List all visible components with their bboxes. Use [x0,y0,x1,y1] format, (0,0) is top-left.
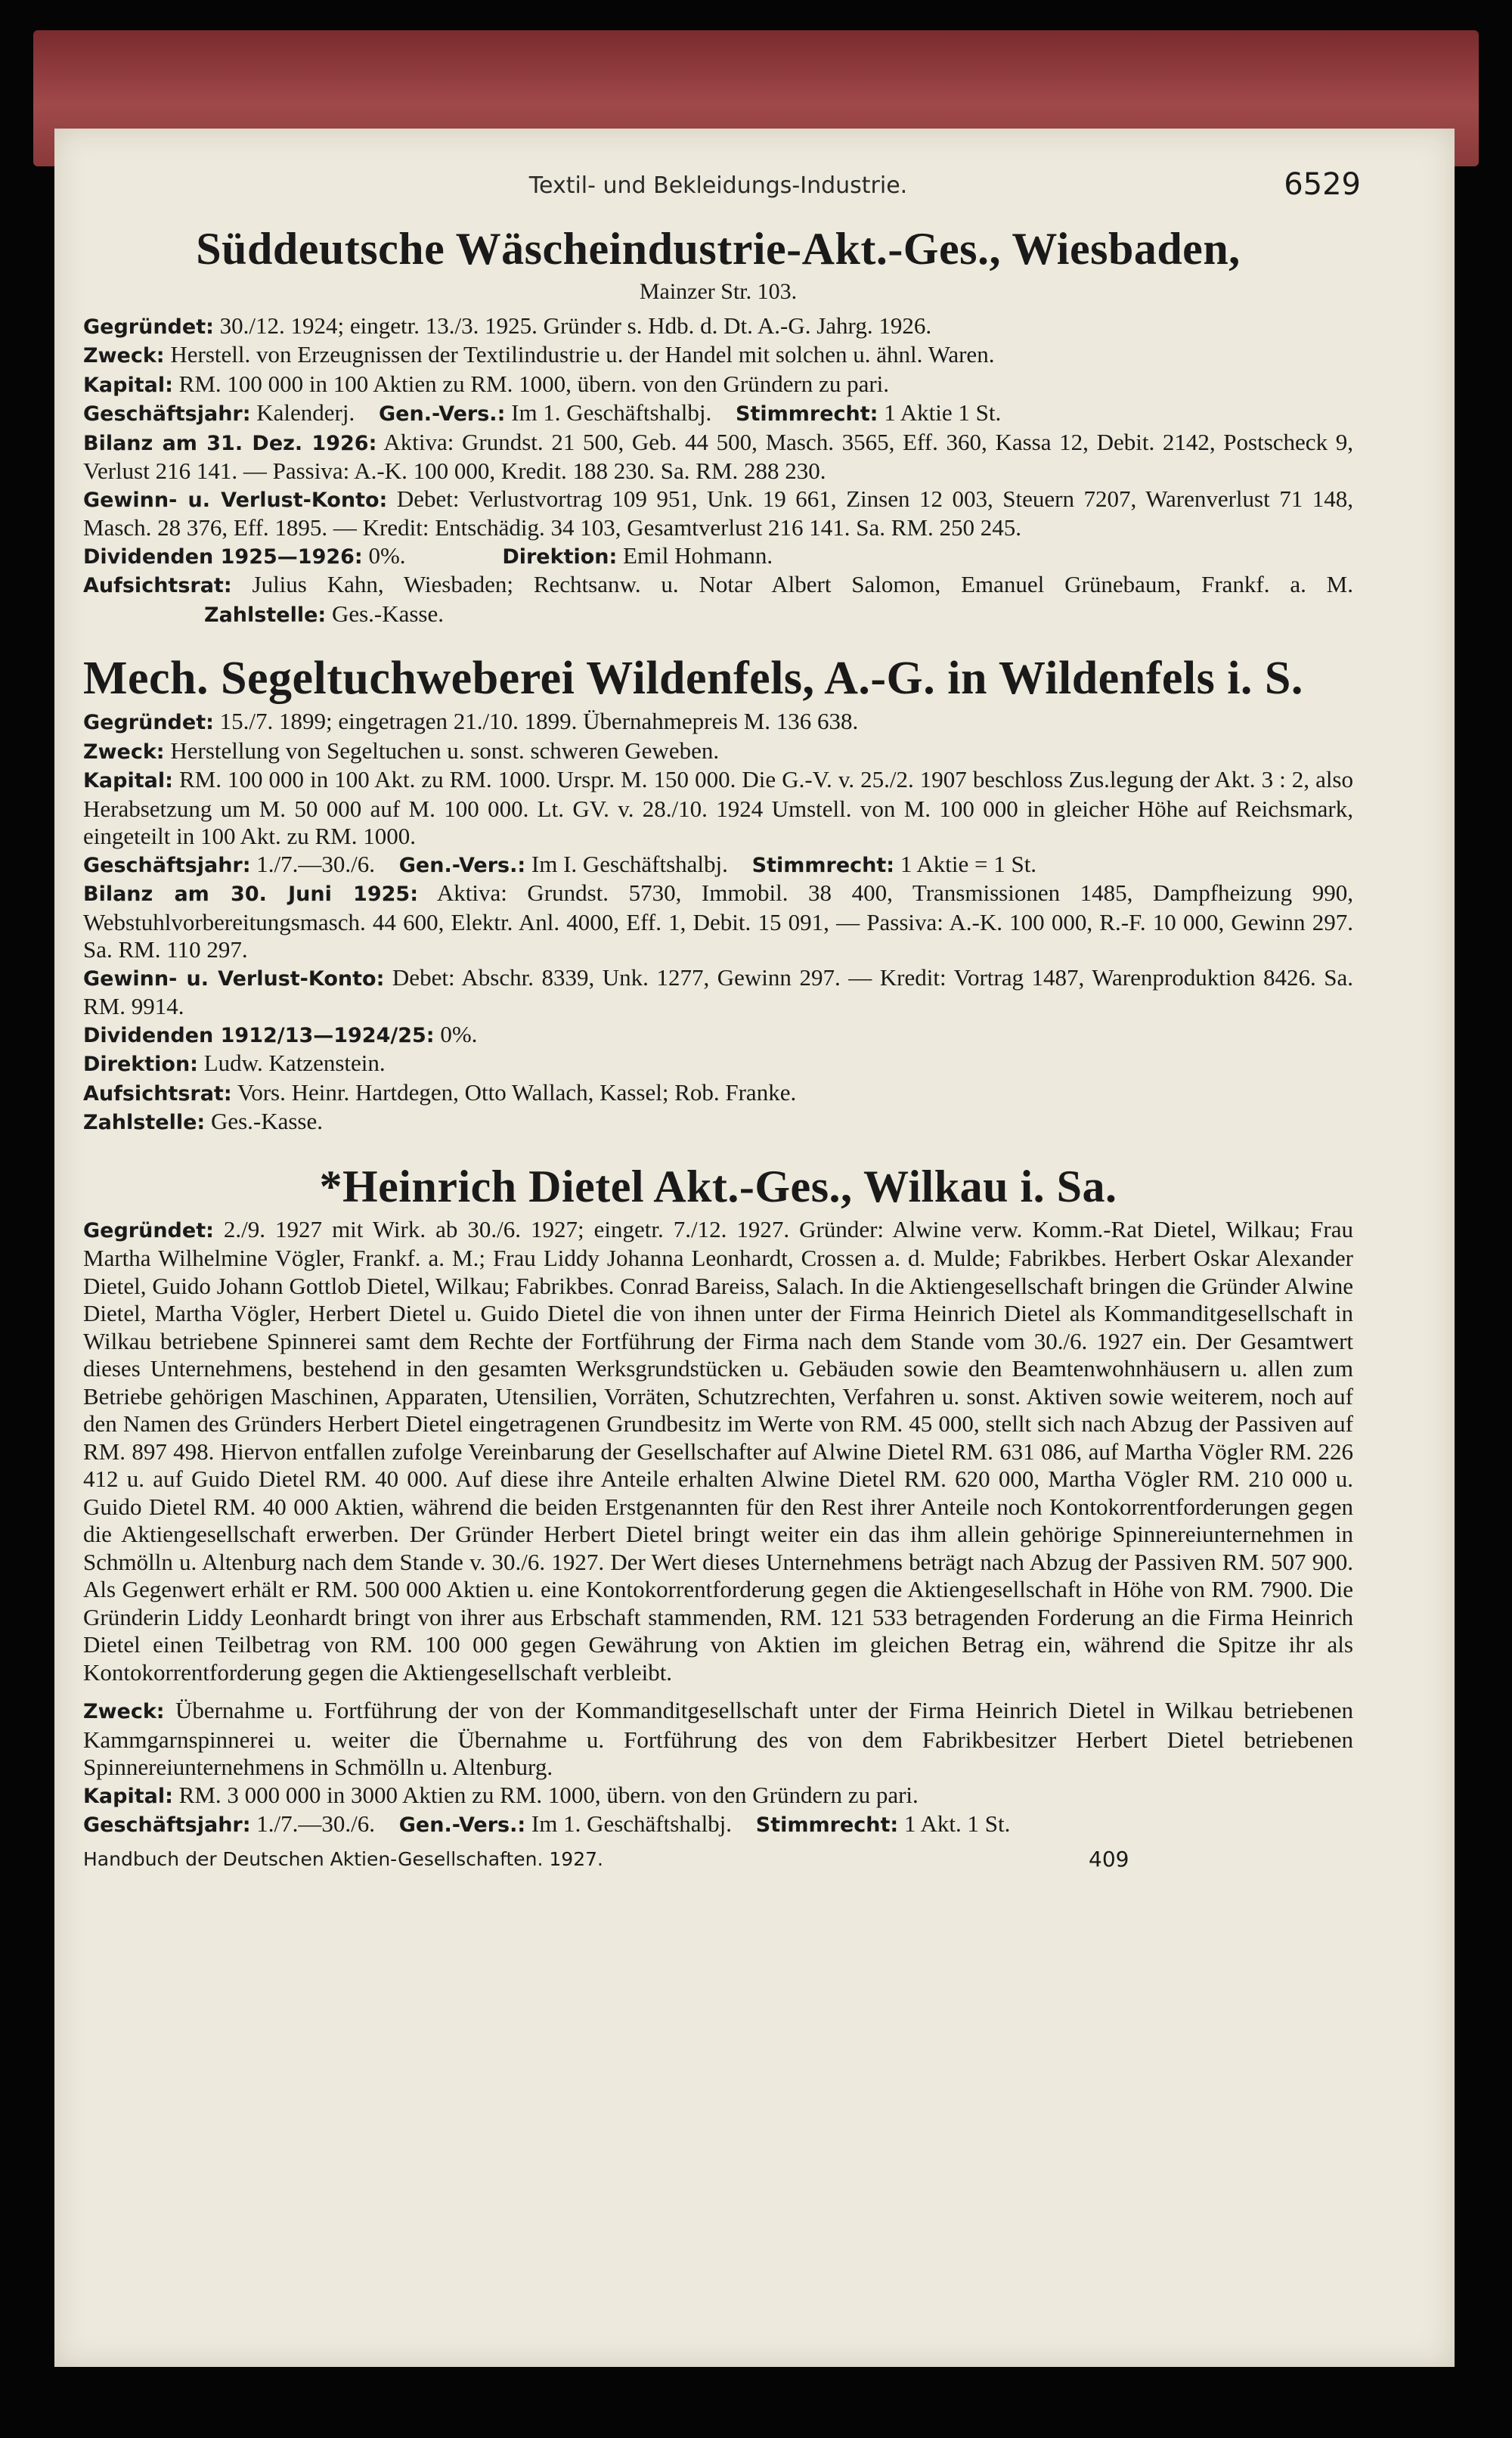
field-label: Geschäftsjahr: [83,853,251,877]
field-zweck [83,1697,1353,1782]
field-geschaeftsjahr [83,851,1353,880]
field-label: Aufsichtsrat: [83,1081,232,1106]
field-label: Zweck: [83,344,165,368]
field-text: Julius Kahn, Wiesbaden; Rechtsanw. u. Notar Albert Salomon, Emanuel Grünebaum, Frankf. a. M. [252,571,1353,597]
field-gegruendet [83,312,1353,342]
field-text: 2./9. 1927 mit Wirk. ab 30./6. 1927; eingetr. 7./12. 1927. Gründer: Alwine verw. Komm.-Rat Dietel, Wilkau; Frau Martha Wilhelmine Vögler, Frankf. a. M.; Frau Liddy Johanna Leonhardt, Crossen a. d. Mulde; Fabrikbes. Herbert Oskar Alexander Dietel, Guido Johann Gottlob Dietel, Wilkau; Fabrikbes. Conrad Bareiss, Salach. In die Aktiengesellschaft bringen die Gründer Alwine Dietel, Martha Vögler, Herbert Dietel u. Guido Dietel die von ihnen unter der Firma Heinrich Dietel als Kommanditgesellschaft in Wilkau betriebene Spinnerei samt dem Rechte der Fortführung der Firma nach dem Stande vom 30./6. 1927 ein. Der Gesamtwert dieses Unternehmens, bestehend in den gesamten Werksgrundstücken u. Gebäuden sowie den Beamtenwohnhäusern u. allen zum Betriebe gehörigen Maschinen, Apparaten, Utensilien, Vorräten, Schutzrechten, Verfahren u. sonst. Aktiven sowie weiterem, noch auf den Namen des Gründers Herbert Dietel eingetragenen Grundbesitz im Werte von RM. 45 000, stellt sich nach Abzug der Passiven auf RM. 897 498. Hiervon entfallen zufolge Vereinbarung der Gesellschafter auf Alwine Dietel RM. 631 086, auf Martha Vögler RM. 226 412 u. auf Guido Dietel RM. 40 000. Auf diese ihre Anteile erhalten Alwine Dietel RM. 620 000, Martha Vögler RM. 210 000 u. Guido Dietel RM. 40 000 Aktien, während die beiden Erstgenannten für den Rest ihrer Anteile noch Kontokorrentforderungen gegen die Aktiengesellschaft erwerben. Der Gründer Herbert Dietel bringt weiter ein das ihm allein gehörige Spinnereiunternehmen in Schmölln u. Altenburg nach dem Stande v. 30./6. 1927. Der Wert dieses Unternehmens beträgt nach Abzug der Passiven RM. 507 900. Als Gegenwert erhält er RM. 500 000 Aktien u. eine Kontokorrentforderung gegen die Aktiengesellschaft in Höhe von RM. 7900. Die Gründerin Liddy Leonhardt bringt von ihrer aus Erbschaft stammenden, RM. 121 533 betragenden Forderung an die Firma Heinrich Dietel einen Teilbetrag von RM. 100 000 gegen Gewährung von Aktien im gleichen Betrag ein, während die Spitze ihr als Kontokorrentforderung gegen die Aktiengesellschaft verbleibt. [83,1215,1353,1686]
field-label: Aufsichtsrat: [83,574,232,597]
field-text: Emil Hohmann. [623,541,773,569]
field-text: Debet: Abschr. 8339, Unk. 1277, Gewinn 297. — Kredit: Vortrag 1487, Warenproduktion 8426. Sa. RM. 9914. [83,963,1354,1019]
field-aufsichtsrat [83,1079,1353,1109]
field-label: Bilanz am 31. Dez. 1926: [83,431,377,455]
field-label: Stimmrecht: [736,402,878,426]
field-label: Gegründet: [83,1218,214,1242]
field-aufsichtsrat [83,571,1353,629]
field-text: Herstell. von Erzeugnissen der Textilindustrie u. der Handel mit solchen u. ähnl. Waren. [170,341,995,368]
field-zweck [83,737,1353,767]
field-zahlstelle [83,1108,1353,1137]
field-text: Herstellung von Segeltuchen u. sonst. schweren Geweben. [170,737,720,764]
footer-page-number: 409 [1089,1846,1129,1872]
field-text: Ges.-Kasse. [210,1108,324,1134]
field-guv [83,485,1353,542]
field-direktion [83,1050,1353,1079]
field-text: Debet: Verlustvortrag 109 951, Unk. 19 661, Zinsen 12 003, Steuern 7207, Warenverlust 71 148, Masch. 28 376, Eff. 1895. — Kredit: Entschädig. 34 103, Gesamtverlust 216 141. Sa. RM. 250 245. [83,485,1353,541]
field-label: Zahlstelle: [83,1111,206,1134]
field-label: Gen.-Vers.: [398,1813,526,1837]
field-text: Ges.-Kasse. [331,600,445,627]
field-text: Im 1. Geschäftshalbj. [531,1810,733,1837]
field-text: RM. 3 000 000 in 3000 Aktien zu RM. 1000, übern. von den Gründern zu pari. [178,1781,919,1808]
field-label: Geschäftsjahr: [83,1813,251,1837]
running-head-title: Textil- und Bekleidungs-Industrie. [528,172,908,199]
field-label: Zweck: [83,1700,165,1723]
field-zweck [83,341,1353,371]
field-label: Gen.-Vers.: [398,853,526,877]
field-label: Kapital: [83,373,173,397]
field-text: 1 Akt. 1 St. [903,1810,1011,1837]
field-gegruendet [83,1216,1353,1687]
field-bilanz [83,429,1353,485]
field-label: Direktion: [83,1053,198,1076]
field-text: Kalenderj. [256,399,355,426]
field-dividenden [83,542,1353,572]
field-text: 1 Aktie = 1 St. [900,850,1037,877]
company-entry-2 [83,652,1353,1137]
page-footer [83,1846,1353,1876]
field-text: Im I. Geschäftshalbj. [531,850,728,877]
field-gegruendet [83,708,1353,737]
field-dividenden [83,1021,1353,1050]
field-label: Geschäftsjahr: [83,402,251,426]
field-text: 30./12. 1924; eingetr. 13./3. 1925. Gründer s. Hdb. d. Dt. A.-G. Jahrg. 1926. [219,312,932,339]
field-label: Gewinn- u. Verlust-Konto: [83,488,388,512]
field-guv [83,964,1353,1021]
field-label: Gen.-Vers.: [379,402,506,426]
field-kapital [83,371,1353,400]
field-text: 1./7.—30./6. [256,1810,376,1837]
field-label: Dividenden 1912/13—1924/25: [83,1023,435,1047]
field-text: 0%. [440,1020,478,1047]
field-text: Übernahme u. Fortführung der von der Kommanditgesellschaft unter der Firma Heinrich Dietel in Wilkau betriebenen Kammgarnspinnerei u. weiter die Übernahme u. Fortführung des von dem Fabrikbesitzer Herbert Dietel betriebenen Spinnereiunternehmens in Schmölln u. Altenburg. [83,1697,1354,1780]
field-label: Direktion: [502,544,618,569]
company-entry-1 [83,222,1353,629]
running-head [83,167,1361,212]
field-text: Aktiva: Grundst. 5730, Immobil. 38 400, Transmissionen 1485, Dampfheizung 990, Webstuhlvorbereitungsmasch. 44 600, Elektr. Anl. 4000, Eff. 1, Debit. 15 091, — Passiva: A.-K. 100 000, R.-F. 10 000, Gewinn 297. Sa. RM. 110 297. [83,879,1353,963]
company-title: Mech. Segeltuchweberei Wildenfels, A.-G. in Wildenfels i. S. [83,653,1303,704]
field-geschaeftsjahr [83,399,1353,429]
field-label: Gegründet: [83,315,214,339]
page-number: 6529 [1284,167,1361,202]
field-text: 1 Aktie 1 St. [884,399,1002,426]
field-geschaeftsjahr [83,1810,1353,1840]
field-label: Zahlstelle: [204,603,327,627]
field-label: Gewinn- u. Verlust-Konto: [83,966,385,991]
field-text: RM. 100 000 in 100 Akt. zu RM. 1000. Urspr. M. 150 000. Die G.-V. v. 25./2. 1907 beschloss Zus.legung der Akt. 3 : 2, also Herabsetzung um M. 50 000 auf M. 100 000. Lt. GV. v. 28./10. 1924 Umstell. von M. 100 000 in gleicher Höhe auf Reichsmark, eingeteilt in 100 Akt. zu RM. 1000. [83,766,1354,849]
company-title: *Heinrich Dietel Akt.-Ges., Wilkau i. Sa. [319,1161,1117,1211]
field-kapital [83,1782,1353,1811]
field-text: Im 1. Geschäftshalbj. [511,399,712,426]
field-text: Vors. Heinr. Hartdegen, Otto Wallach, Kassel; Rob. Franke. [237,1078,797,1106]
field-text: Ludw. Katzenstein. [203,1050,386,1076]
field-text: Aktiva: Grundst. 21 500, Geb. 44 500, Masch. 3565, Eff. 360, Kassa 12, Debit. 2142, Postscheck 9, Verlust 216 141. — Passiva: A.-K. 100 000, Kredit. 188 230. Sa. RM. 288 230. [83,428,1353,484]
field-label: Stimmrecht: [755,1813,899,1837]
field-label: Dividenden 1925—1926: [83,544,363,569]
field-kapital [83,766,1353,851]
company-entry-3 [83,1160,1353,1840]
field-label: Kapital: [83,769,173,793]
company-title: Süddeutsche Wäscheindustrie-Akt.-Ges., Wiesbaden, [196,224,1241,274]
field-text: RM. 100 000 in 100 Aktien zu RM. 1000, übern. von den Gründern zu pari. [178,370,890,397]
field-label: Bilanz am 30. Juni 1925: [83,882,418,906]
scanned-page [54,129,1455,2367]
field-label: Kapital: [83,1784,173,1808]
footer-book-title: Handbuch der Deutschen Aktien-Gesellschaften. 1927. [83,1847,603,1870]
field-label: Zweck: [83,740,165,764]
field-text: 15./7. 1899; eingetragen 21./10. 1899. Übernahmepreis M. 136 638. [219,708,859,734]
field-bilanz [83,879,1353,964]
field-text: 0%. [368,541,406,569]
field-label: Gegründet: [83,711,214,734]
field-label: Stimmrecht: [751,853,895,877]
field-text: 1./7.—30./6. [256,850,376,877]
page-content [83,167,1361,1876]
company-address: Mainzer Str. 103. [639,279,798,304]
